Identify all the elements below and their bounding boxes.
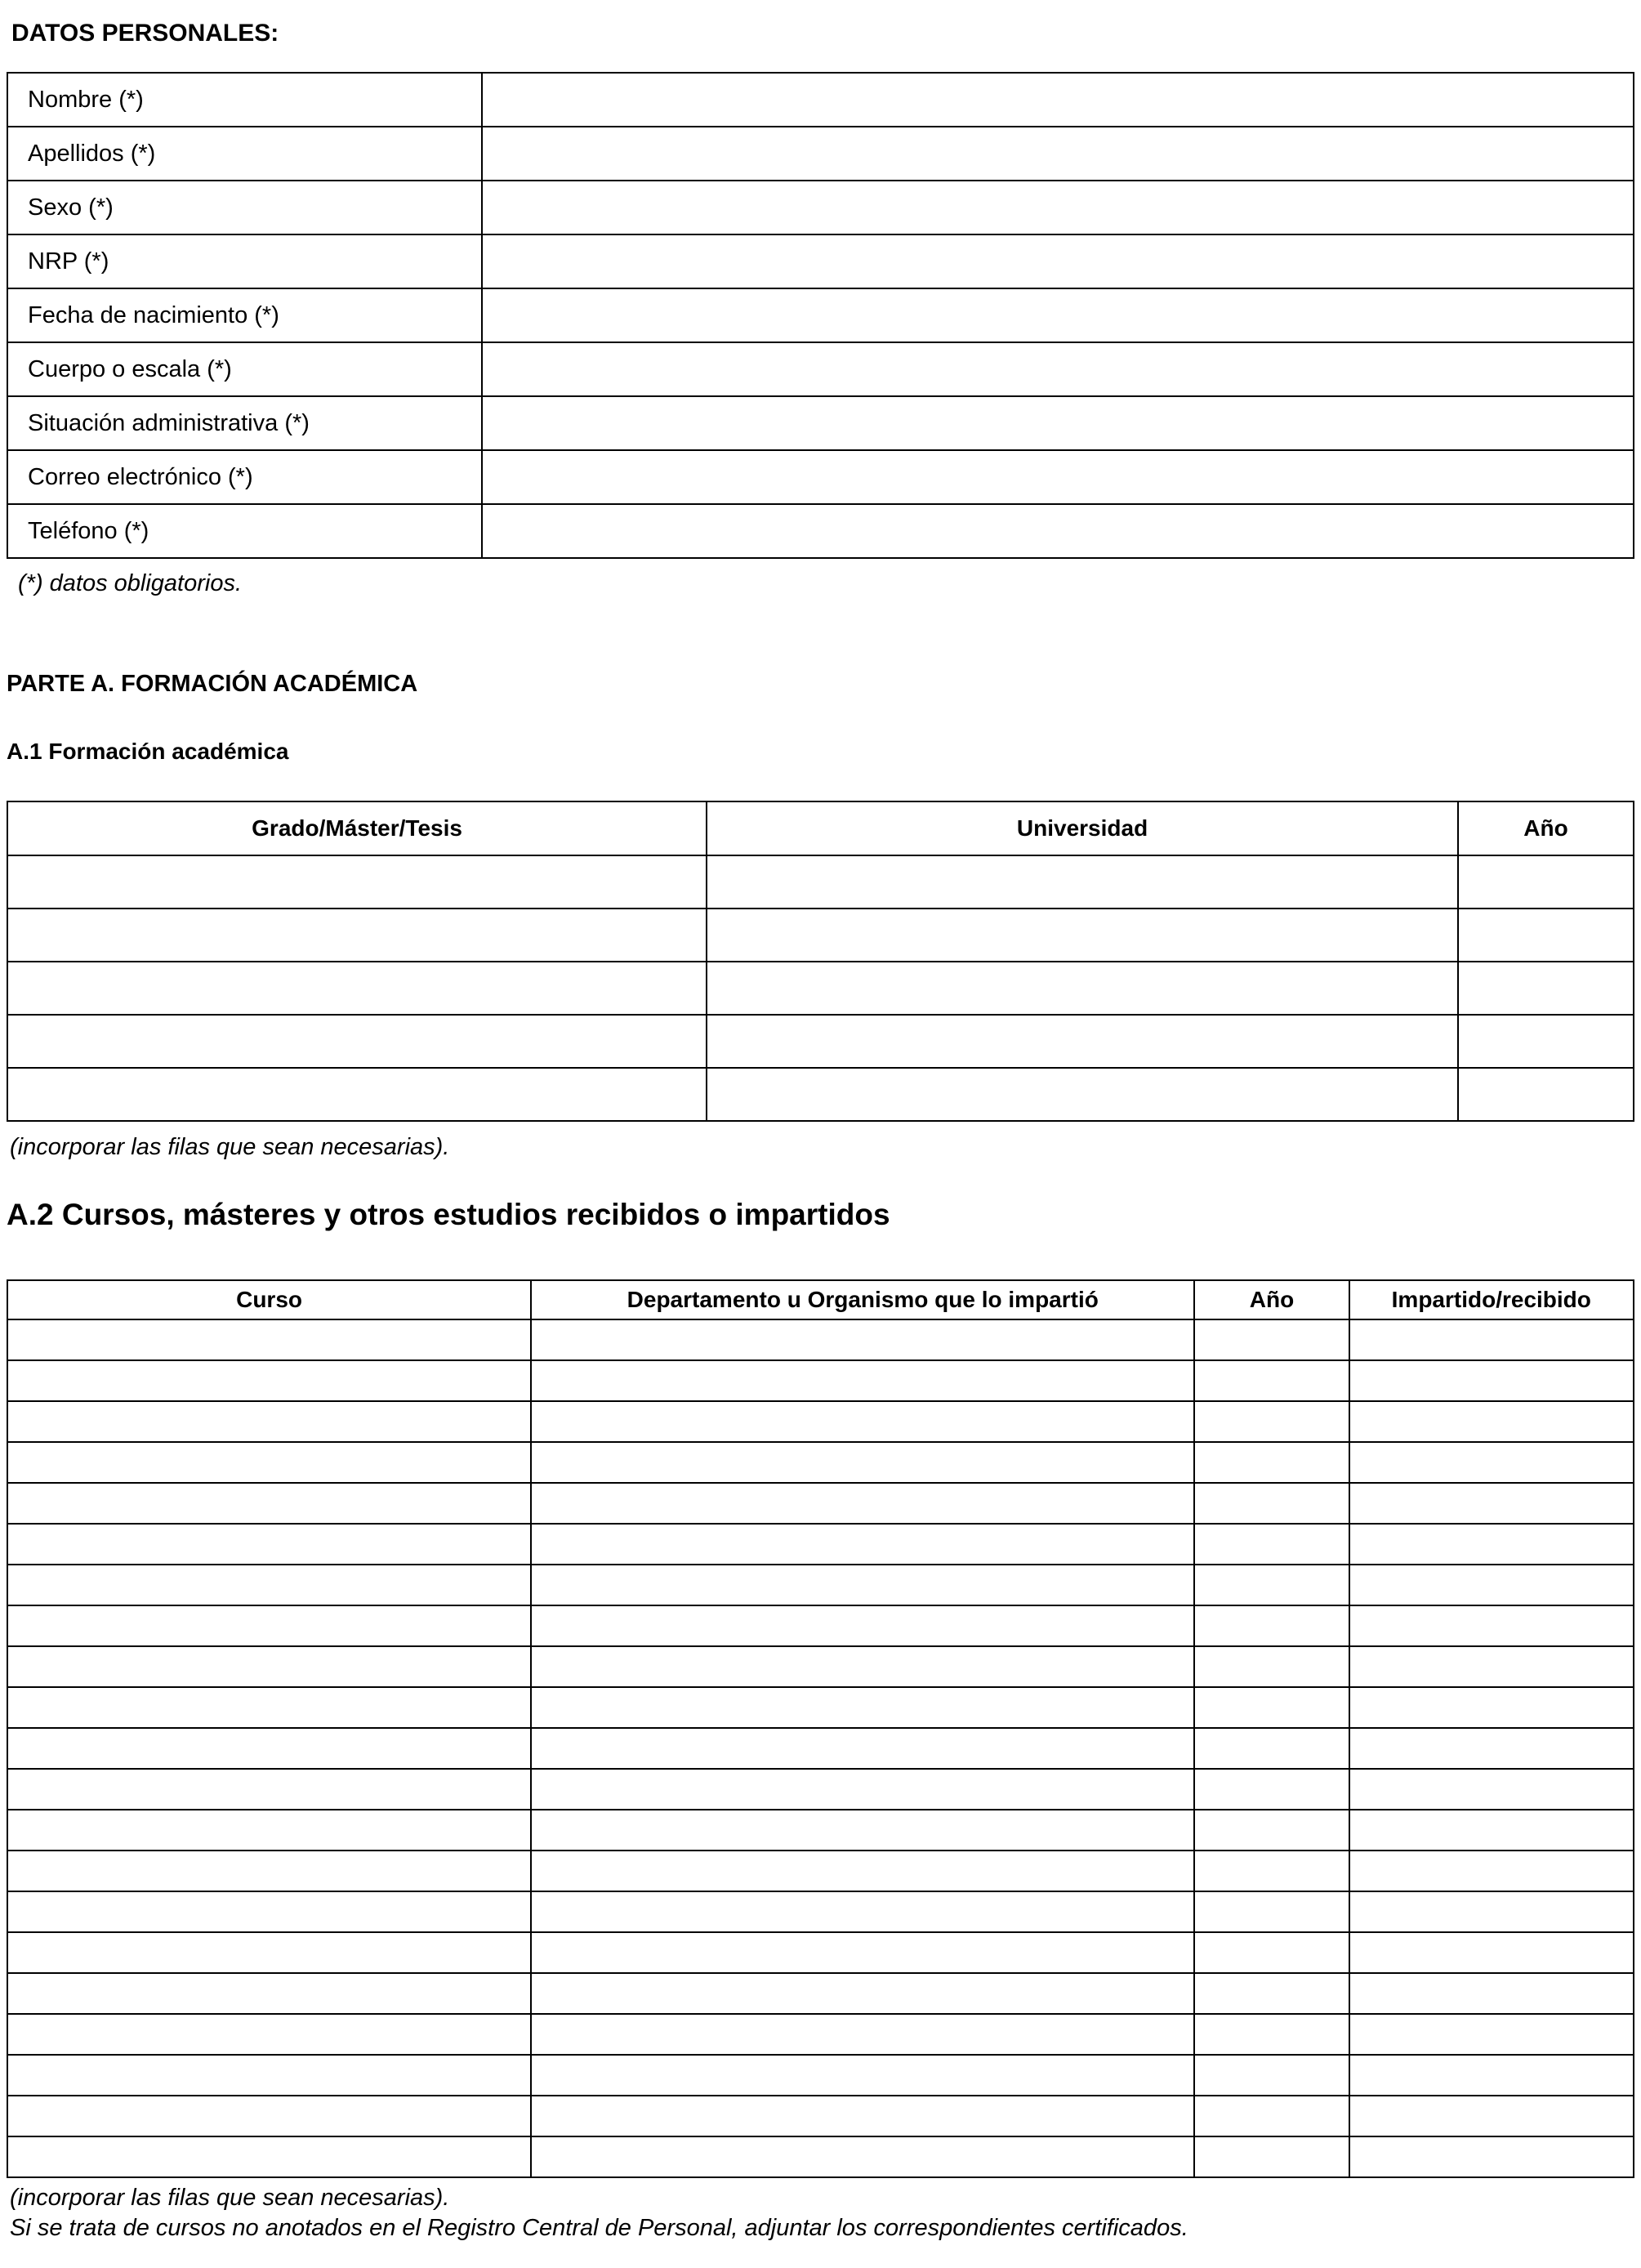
courses-table [7, 1279, 1634, 2178]
empty-cell[interactable] [1349, 2096, 1634, 2136]
empty-cell[interactable] [1349, 2014, 1634, 2055]
part-a-title: PARTE A. FORMACIÓN ACADÉMICA [7, 671, 418, 697]
empty-row [7, 1932, 1634, 1973]
empty-row [7, 1973, 1634, 2014]
personal-table-body [7, 73, 1634, 558]
field-value-cell[interactable] [482, 73, 1634, 127]
column-header: Departamento u Organismo que lo impartió [531, 1280, 1194, 1319]
field-label: Apellidos (*) [7, 127, 482, 181]
empty-cell[interactable] [1349, 1810, 1634, 1851]
empty-cell[interactable] [7, 2055, 531, 2096]
empty-cell[interactable] [7, 1565, 531, 1605]
empty-cell[interactable] [1194, 1932, 1349, 1973]
empty-row [7, 1401, 1634, 1442]
empty-cell[interactable] [531, 1851, 1194, 1891]
empty-cell[interactable] [531, 1728, 1194, 1769]
empty-cell[interactable] [1194, 1891, 1349, 1932]
empty-cell[interactable] [707, 909, 1458, 962]
empty-row [7, 1442, 1634, 1483]
empty-cell[interactable] [7, 1687, 531, 1728]
empty-cell[interactable] [531, 1360, 1194, 1401]
empty-cell[interactable] [1349, 1851, 1634, 1891]
personal-field-row [7, 73, 1634, 127]
empty-cell[interactable] [7, 855, 707, 909]
empty-cell[interactable] [1194, 1319, 1349, 1360]
empty-cell[interactable] [7, 962, 707, 1015]
column-header: Impartido/recibido [1349, 1280, 1634, 1319]
personal-field-row [7, 288, 1634, 342]
a1-add-rows-note: (incorporar las filas que sean necesarias). [10, 1134, 450, 1160]
empty-cell[interactable] [7, 2014, 531, 2055]
certificates-note: Si se trata de cursos no anotados en el Registro Central de Personal, adjuntar los correspondientes certificados. [10, 2215, 1188, 2241]
empty-row [7, 1769, 1634, 1810]
empty-cell[interactable] [707, 855, 1458, 909]
empty-cell[interactable] [1458, 909, 1634, 962]
empty-cell[interactable] [7, 1973, 531, 2014]
empty-cell[interactable] [531, 1932, 1194, 1973]
courses-table-header-row [7, 1280, 1634, 1319]
empty-cell[interactable] [1349, 1565, 1634, 1605]
empty-cell[interactable] [7, 2096, 531, 2136]
personal-field-row [7, 450, 1634, 504]
empty-row [7, 1015, 1634, 1068]
empty-cell[interactable] [1458, 855, 1634, 909]
column-header: Año [1194, 1280, 1349, 1319]
empty-cell[interactable] [1194, 1605, 1349, 1646]
empty-row [7, 2014, 1634, 2055]
field-value-cell[interactable] [482, 127, 1634, 181]
empty-row [7, 2055, 1634, 2096]
empty-cell[interactable] [531, 1810, 1194, 1851]
empty-cell[interactable] [1349, 1360, 1634, 1401]
empty-cell[interactable] [707, 1015, 1458, 1068]
empty-cell[interactable] [7, 909, 707, 962]
empty-cell[interactable] [1349, 1319, 1634, 1360]
empty-cell[interactable] [531, 1769, 1194, 1810]
empty-row [7, 1728, 1634, 1769]
empty-cell[interactable] [707, 1068, 1458, 1121]
empty-cell[interactable] [7, 1524, 531, 1565]
empty-row [7, 1360, 1634, 1401]
empty-row [7, 909, 1634, 962]
empty-row [7, 1687, 1634, 1728]
empty-cell[interactable] [1349, 1483, 1634, 1524]
empty-cell[interactable] [1194, 2136, 1349, 2177]
empty-cell[interactable] [531, 1442, 1194, 1483]
empty-cell[interactable] [1349, 1605, 1634, 1646]
empty-cell[interactable] [7, 1851, 531, 1891]
personal-field-row [7, 234, 1634, 288]
academic-table-header-row [7, 801, 1634, 855]
empty-cell[interactable] [1349, 1524, 1634, 1565]
column-header: Año [1458, 801, 1634, 855]
empty-cell[interactable] [7, 1810, 531, 1851]
empty-cell[interactable] [7, 1646, 531, 1687]
field-label: Teléfono (*) [7, 504, 482, 558]
empty-cell[interactable] [1194, 1769, 1349, 1810]
empty-cell[interactable] [531, 2096, 1194, 2136]
personal-field-row [7, 504, 1634, 558]
empty-cell[interactable] [707, 962, 1458, 1015]
empty-cell[interactable] [531, 1565, 1194, 1605]
empty-row [7, 1068, 1634, 1121]
personal-field-row [7, 396, 1634, 450]
empty-cell[interactable] [531, 1524, 1194, 1565]
column-header: Universidad [707, 801, 1458, 855]
field-label: Fecha de nacimiento (*) [7, 288, 482, 342]
section-a1-title: A.1 Formación académica [7, 739, 289, 764]
empty-cell[interactable] [531, 1973, 1194, 2014]
empty-row [7, 1891, 1634, 1932]
field-value-cell[interactable] [482, 450, 1634, 504]
empty-cell[interactable] [531, 1891, 1194, 1932]
empty-cell[interactable] [7, 1319, 531, 1360]
empty-cell[interactable] [7, 1605, 531, 1646]
empty-cell[interactable] [1194, 1360, 1349, 1401]
empty-cell[interactable] [1194, 2096, 1349, 2136]
personal-field-row [7, 181, 1634, 234]
empty-cell[interactable] [531, 1483, 1194, 1524]
empty-cell[interactable] [1349, 1442, 1634, 1483]
empty-cell[interactable] [1349, 2136, 1634, 2177]
empty-cell[interactable] [1349, 1728, 1634, 1769]
empty-cell[interactable] [531, 1401, 1194, 1442]
empty-cell[interactable] [1349, 2055, 1634, 2096]
personal-field-row [7, 342, 1634, 396]
empty-cell[interactable] [7, 1483, 531, 1524]
empty-row [7, 2136, 1634, 2177]
empty-cell[interactable] [1194, 1973, 1349, 2014]
empty-cell[interactable] [1458, 1015, 1634, 1068]
empty-cell[interactable] [7, 1769, 531, 1810]
academic-table-body [7, 855, 1634, 1121]
empty-cell[interactable] [531, 2014, 1194, 2055]
empty-cell[interactable] [531, 1605, 1194, 1646]
field-label: Sexo (*) [7, 181, 482, 234]
empty-cell[interactable] [7, 1401, 531, 1442]
empty-cell[interactable] [1194, 1442, 1349, 1483]
empty-cell[interactable] [7, 1932, 531, 1973]
field-value-cell[interactable] [482, 396, 1634, 450]
empty-row [7, 962, 1634, 1015]
empty-row [7, 1524, 1634, 1565]
empty-cell[interactable] [1458, 962, 1634, 1015]
field-label: NRP (*) [7, 234, 482, 288]
field-value-cell[interactable] [482, 234, 1634, 288]
empty-cell[interactable] [1349, 1932, 1634, 1973]
empty-row [7, 855, 1634, 909]
empty-cell[interactable] [531, 2136, 1194, 2177]
empty-cell[interactable] [1194, 1646, 1349, 1687]
empty-cell[interactable] [1194, 1851, 1349, 1891]
empty-row [7, 1851, 1634, 1891]
empty-row [7, 2096, 1634, 2136]
field-label: Cuerpo o escala (*) [7, 342, 482, 396]
column-header: Grado/Máster/Tesis [7, 801, 707, 855]
empty-row [7, 1565, 1634, 1605]
personal-field-row [7, 127, 1634, 181]
empty-cell[interactable] [7, 1891, 531, 1932]
empty-cell[interactable] [7, 1360, 531, 1401]
empty-row [7, 1646, 1634, 1687]
empty-cell[interactable] [7, 2136, 531, 2177]
field-label: Situación administrativa (*) [7, 396, 482, 450]
empty-cell[interactable] [1349, 1973, 1634, 2014]
courses-table-body [7, 1319, 1634, 2177]
empty-row [7, 1810, 1634, 1851]
empty-cell[interactable] [1194, 1483, 1349, 1524]
empty-row [7, 1319, 1634, 1360]
empty-cell[interactable] [1194, 1687, 1349, 1728]
empty-cell[interactable] [1194, 2014, 1349, 2055]
field-value-cell[interactable] [482, 181, 1634, 234]
empty-cell[interactable] [1194, 2055, 1349, 2096]
section-a2-title: A.2 Cursos, másteres y otros estudios recibidos o impartidos [7, 1198, 890, 1231]
empty-cell[interactable] [1349, 1401, 1634, 1442]
empty-cell[interactable] [1194, 1565, 1349, 1605]
mandatory-fields-note: (*) datos obligatorios. [18, 570, 243, 596]
empty-cell[interactable] [531, 2055, 1194, 2096]
empty-cell[interactable] [1349, 1687, 1634, 1728]
personal-data-table [7, 72, 1634, 559]
field-label: Nombre (*) [7, 73, 482, 127]
empty-cell[interactable] [7, 1068, 707, 1121]
empty-cell[interactable] [1194, 1401, 1349, 1442]
empty-cell[interactable] [531, 1319, 1194, 1360]
a2-add-rows-note: (incorporar las filas que sean necesarias). [10, 2185, 450, 2211]
field-value-cell[interactable] [482, 288, 1634, 342]
empty-cell[interactable] [7, 1015, 707, 1068]
academic-degrees-table [7, 801, 1634, 1122]
empty-cell[interactable] [1194, 1728, 1349, 1769]
personal-data-title: DATOS PERSONALES: [11, 20, 279, 47]
empty-cell[interactable] [1194, 1810, 1349, 1851]
empty-cell[interactable] [531, 1687, 1194, 1728]
empty-cell[interactable] [1349, 1769, 1634, 1810]
empty-cell[interactable] [1349, 1891, 1634, 1932]
empty-cell[interactable] [1349, 1646, 1634, 1687]
empty-cell[interactable] [7, 1442, 531, 1483]
empty-row [7, 1605, 1634, 1646]
field-value-cell[interactable] [482, 342, 1634, 396]
empty-cell[interactable] [7, 1728, 531, 1769]
field-label: Correo electrónico (*) [7, 450, 482, 504]
empty-row [7, 1483, 1634, 1524]
field-value-cell[interactable] [482, 504, 1634, 558]
empty-cell[interactable] [1194, 1524, 1349, 1565]
empty-cell[interactable] [1458, 1068, 1634, 1121]
empty-cell[interactable] [531, 1646, 1194, 1687]
column-header: Curso [7, 1280, 531, 1319]
